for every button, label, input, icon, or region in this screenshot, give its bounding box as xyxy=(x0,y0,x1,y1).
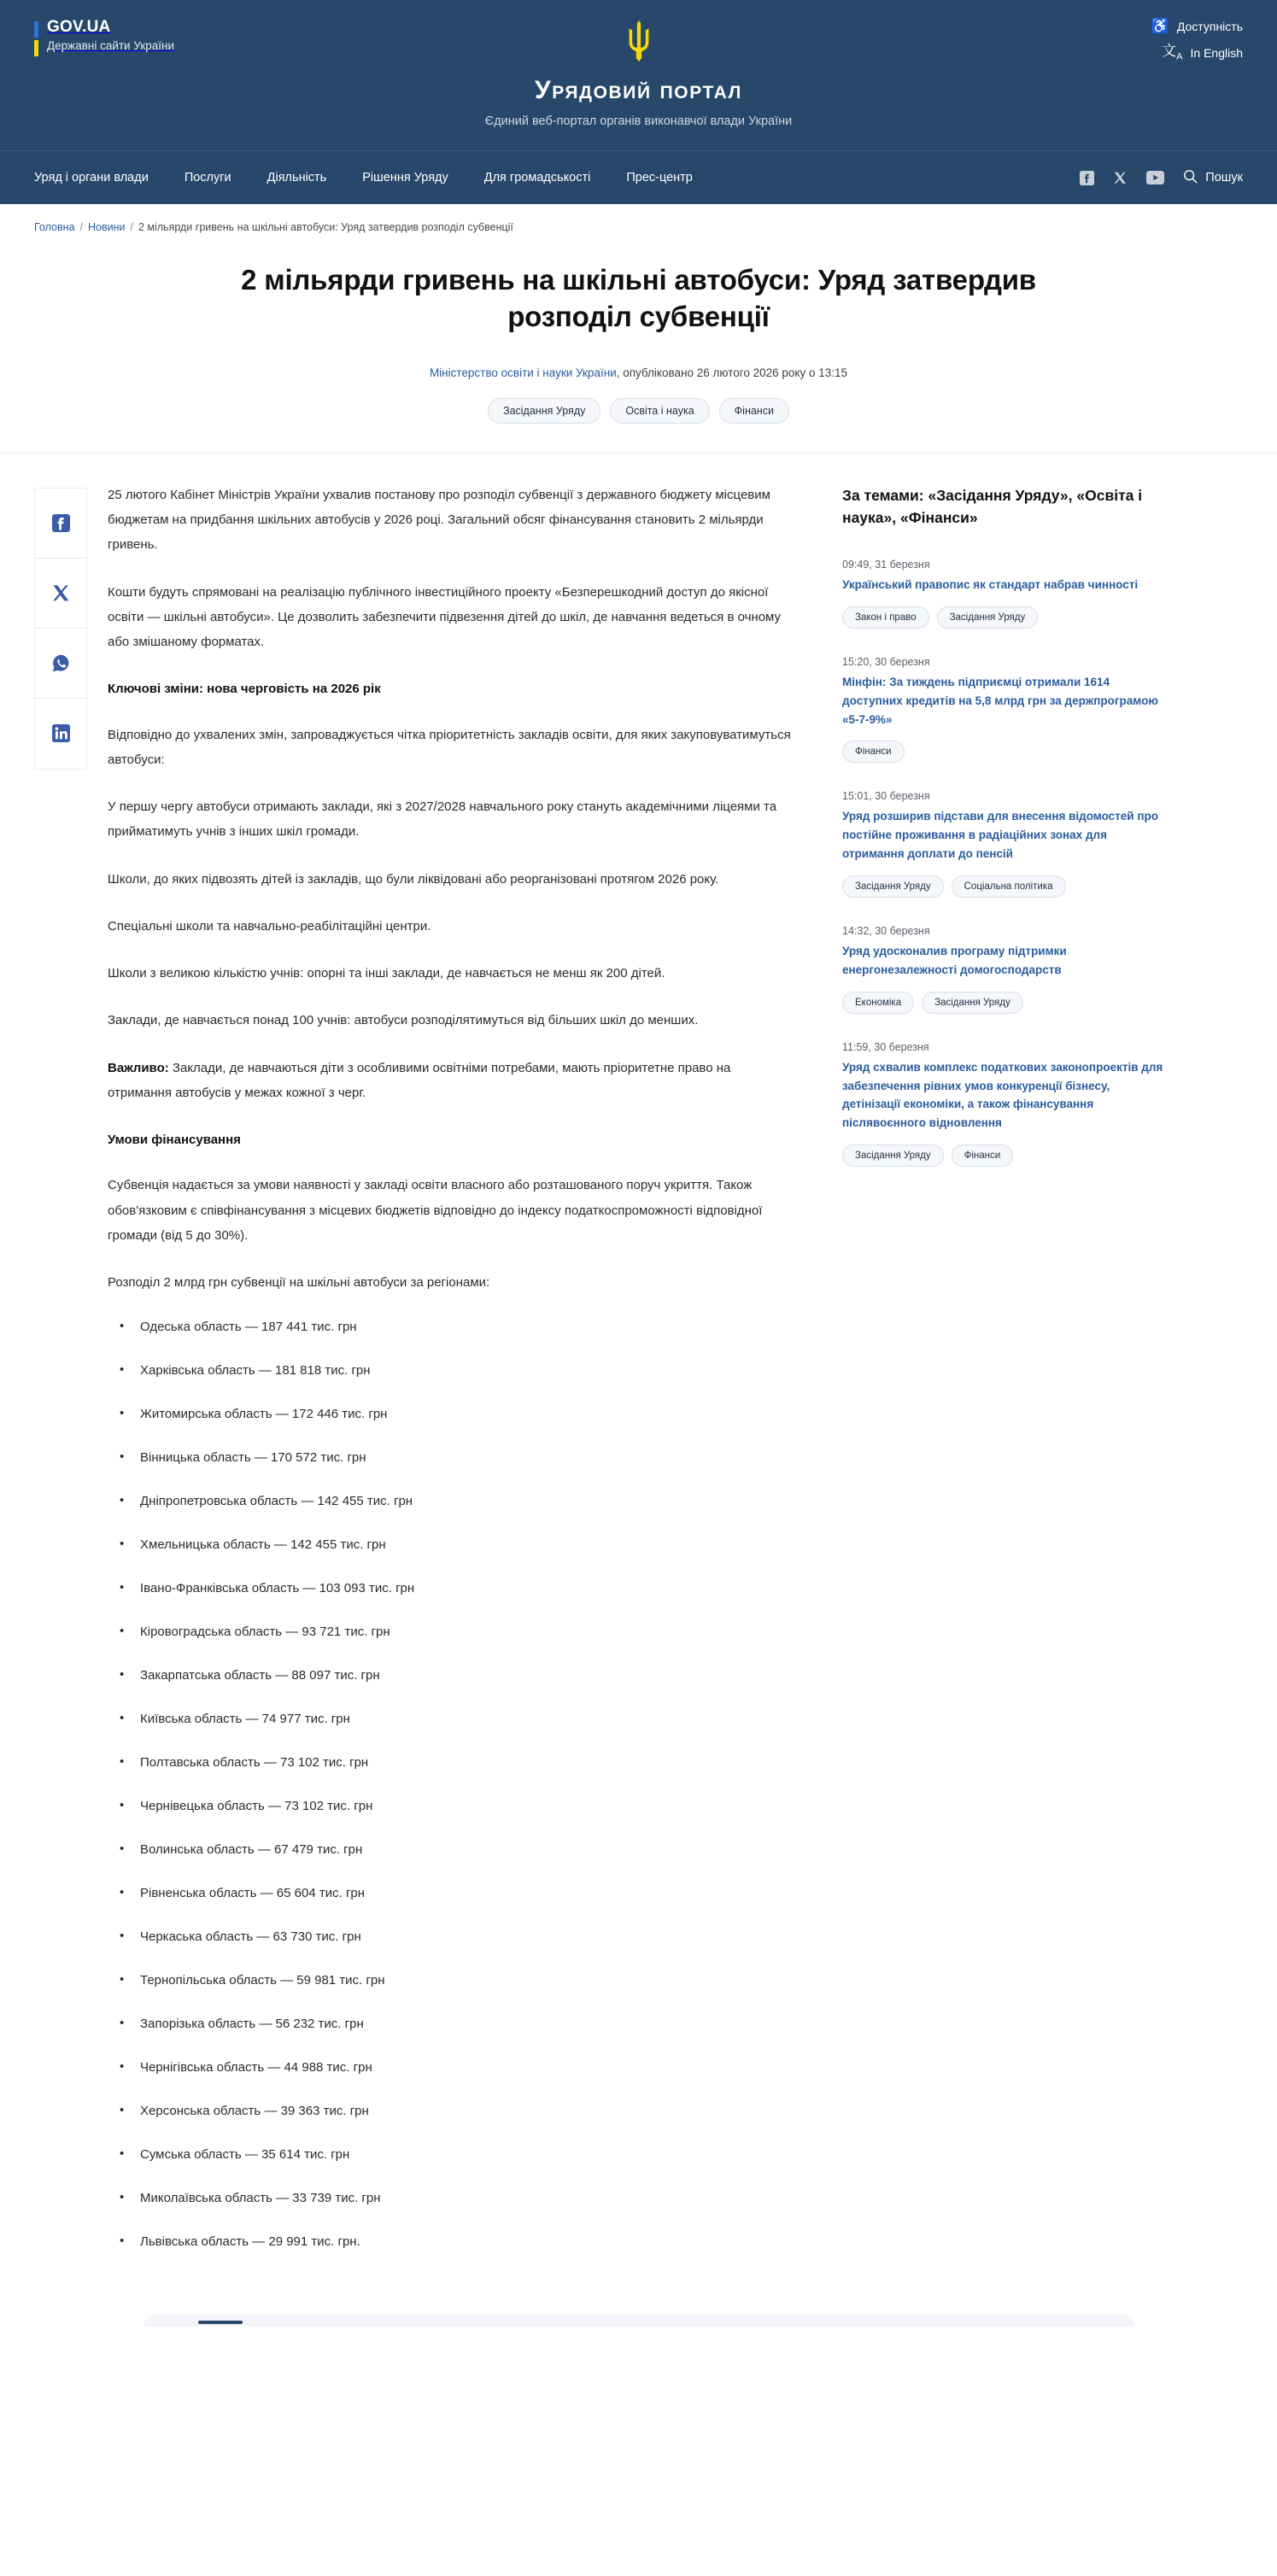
breadcrumb-separator: / xyxy=(130,221,133,233)
bottom-panel-peek xyxy=(0,2315,1277,2327)
news-title-link[interactable]: Уряд схвалив комплекс податкових законопроектів для забезпечення рівних умов конкуренції бізнесу, детінізації економіки, а також фінансування післявоєнного відновлення xyxy=(842,1060,1163,1130)
breadcrumb-home[interactable]: Головна xyxy=(34,221,75,233)
tag-chip[interactable]: Засідання Уряду xyxy=(488,398,600,424)
article-meta xyxy=(34,366,1243,379)
nav-item-press-center[interactable]: Прес-центр xyxy=(626,171,693,184)
list-item: • Київська область — 74 977 тис. грн xyxy=(108,1709,794,1730)
list-item: • Львівська область — 29 991 тис. грн. xyxy=(108,2232,794,2252)
main-navigation xyxy=(0,150,1277,204)
news-timestamp: 15:20, 30 березня xyxy=(842,655,930,668)
tag-chip[interactable]: Фінанси xyxy=(719,398,789,424)
related-news-item xyxy=(842,1041,1167,1167)
list-item: • Рівненська область — 65 604 тис. грн xyxy=(108,1883,794,1904)
list-item: • Вінницька область — 170 572 тис. грн xyxy=(108,1448,794,1468)
news-title-link[interactable]: Український правопис як стандарт набрав чинності xyxy=(842,577,1139,591)
linkedin-share-icon[interactable] xyxy=(35,699,86,769)
article-important-note xyxy=(108,1056,794,1106)
tag-chip[interactable]: Засідання Уряду xyxy=(922,992,1023,1014)
news-timestamp: 11:59, 30 березня xyxy=(842,1040,929,1053)
article-title: 2 мільярди гривень на шкільні автобуси: Уряд затвердив розподіл субвенції xyxy=(241,264,1036,332)
article-paragraph: Школи, до яких підвозять дітей із закладів, що були ліквідовані або реорганізовані протягом 2026 року. xyxy=(108,871,719,887)
list-item: • Івано-Франківська область — 103 093 тис. грн xyxy=(108,1578,794,1599)
search-icon xyxy=(1183,169,1198,187)
important-label: Важливо: xyxy=(108,1060,169,1075)
nav-item-decisions[interactable]: Рішення Уряду xyxy=(362,171,448,184)
list-item: • Запорізька область — 56 232 тис. грн xyxy=(108,2014,794,2034)
news-tag-list xyxy=(842,741,1167,763)
news-tag-list xyxy=(842,606,1167,629)
accessibility-link[interactable] xyxy=(1151,19,1243,33)
emblem-container xyxy=(34,19,1243,66)
article-body xyxy=(108,483,842,2276)
bottom-card-accent xyxy=(198,2321,243,2324)
govua-subtitle: Державні сайти України xyxy=(47,38,174,52)
govua-logo[interactable] xyxy=(34,19,174,56)
related-news-item xyxy=(842,790,1167,898)
news-title-link[interactable]: Уряд розширив підстави для внесення відомостей про постійне проживання в радіаційних зонах для отримання доплати до пенсій xyxy=(842,810,1158,861)
site-header xyxy=(0,0,1277,150)
tag-chip[interactable]: Соціальна політика xyxy=(952,875,1066,898)
list-item: • Волинська область — 67 479 тис. грн xyxy=(108,1840,794,1860)
accessibility-icon: ♿ xyxy=(1151,18,1169,34)
nav-item-government[interactable]: Уряд і органи влади xyxy=(34,171,149,184)
list-item: • Одеська область — 187 441 тис. грн xyxy=(108,1317,794,1338)
section-heading-key-changes: Ключові зміни: нова черговість на 2026 рік xyxy=(108,682,381,697)
tag-chip[interactable]: Закон і право xyxy=(842,606,929,629)
facebook-share-icon[interactable] xyxy=(35,489,86,559)
bottom-card xyxy=(144,2315,1134,2327)
whatsapp-share-icon[interactable] xyxy=(35,629,86,699)
language-label: In English xyxy=(1190,45,1243,60)
list-item: • Житомирська область — 172 446 тис. грн xyxy=(108,1404,794,1425)
breadcrumb-separator: / xyxy=(79,221,83,233)
sidebar-heading: За темами: «Засідання Уряду», «Освіта і наука», «Фінанси» xyxy=(842,486,1143,527)
list-item: • Черкаська область — 63 730 тис. грн xyxy=(108,1927,794,1947)
news-title-link[interactable]: Уряд удосконалив програму підтримки енергонезалежності домогосподарств xyxy=(842,944,1067,976)
accessibility-label: Доступність xyxy=(1176,19,1243,33)
header-utility-links xyxy=(1151,19,1243,61)
related-news-sidebar xyxy=(842,483,1167,1194)
nav-utilities xyxy=(1080,169,1243,187)
article-paragraph: Відповідно до ухвалених змін, запроваджується чітка пріоритетність закладів освіти, для яких закуповуватимуться автобуси: xyxy=(108,727,791,767)
list-item: • Херсонська область — 39 363 тис. грн xyxy=(108,2101,794,2122)
youtube-icon[interactable] xyxy=(1146,171,1164,184)
article-paragraph: Школи з великою кількістю учнів: опорні та інші заклади, де навчається не менш як 200 дітей. xyxy=(108,966,665,981)
important-text: Заклади, де навчаються діти з особливими освітніми потребами, мають пріоритетне право на отримання автобусів у межах кожної з черг. xyxy=(108,1060,731,1100)
list-item: • Дніпропетровська область — 142 455 тис. грн xyxy=(108,1491,794,1512)
search-button[interactable] xyxy=(1183,169,1243,187)
nav-item-activity[interactable]: Діяльність xyxy=(267,171,327,184)
govua-title: GOV.UA xyxy=(47,18,111,36)
list-item: • Харківська область — 181 818 тис. грн xyxy=(108,1361,794,1381)
related-news-item xyxy=(842,925,1167,1014)
nav-links xyxy=(34,171,693,184)
news-timestamp: 15:01, 30 березня xyxy=(842,790,930,803)
tag-chip[interactable]: Засідання Уряду xyxy=(842,875,944,898)
tag-chip[interactable]: Освіта і наука xyxy=(610,398,709,424)
tag-chip[interactable]: Економіка xyxy=(842,992,914,1014)
list-item: • Сумська область — 35 614 тис. грн xyxy=(108,2145,794,2165)
list-item: • Полтавська область — 73 102 тис. грн xyxy=(108,1753,794,1773)
news-tag-list xyxy=(842,992,1167,1014)
breadcrumb-news[interactable]: Новини xyxy=(87,221,126,233)
article-paragraph: Спеціальні школи та навчально-реабілітаційні центри. xyxy=(108,918,431,934)
list-item: • Чернігівська область — 44 988 тис. грн xyxy=(108,2058,794,2078)
article-publish-date: , опубліковано 26 лютого 2026 року о 13:15 xyxy=(616,366,848,379)
share-sidebar xyxy=(34,483,108,770)
article-source-link[interactable]: Міністерство освіти і науки України xyxy=(429,366,617,379)
ukraine-trident-icon xyxy=(624,20,653,66)
list-item: • Тернопільська область — 59 981 тис. грн xyxy=(108,1970,794,1991)
page-title: Урядовий портал xyxy=(534,76,743,104)
article-paragraph: Заклади, де навчається понад 100 учнів: автобуси розподілятимуться від більших шкіл до менших. xyxy=(108,1013,699,1028)
article-paragraph: Субвенція надається за умови наявності у закладі освіти власного або розташованого поруч укриття. Також обов'язковим є співфінансування з місцевих бюджетів відповідно до індексу податкоспроможності відповідної громади (від 5 до 30%). xyxy=(108,1178,763,1243)
news-tag-list xyxy=(842,1145,1167,1167)
tag-chip[interactable]: Засідання Уряду xyxy=(937,606,1039,629)
article-tag-list xyxy=(34,398,1243,424)
article-paragraph: Кошти будуть спрямовані на реалізацію публічного інвестиційного проекту «Безперешкодний доступ до якісної освіти — шкільні автобуси». Це дозволить забезпечити підвезення дітей до шкіл, де навчання ведеться в очному або змішаному форматах. xyxy=(108,584,782,650)
news-timestamp: 14:32, 30 березня xyxy=(842,924,930,937)
translate-icon: 文$_A$ xyxy=(1162,43,1183,62)
nav-item-services[interactable]: Послуги xyxy=(184,171,231,184)
flag-bars-icon xyxy=(34,19,38,56)
tag-chip[interactable]: Фінанси xyxy=(842,741,905,763)
region-allocation-list xyxy=(108,1317,794,2252)
x-twitter-icon[interactable] xyxy=(1113,171,1128,185)
article-header xyxy=(0,247,1277,424)
list-item: • Миколаївська область — 33 739 тис. грн xyxy=(108,2188,794,2209)
breadcrumb-current: 2 мільярди гривень на шкільні автобуси: Уряд затвердив розподіл субвенції xyxy=(138,221,513,233)
news-tag-list xyxy=(842,875,1167,898)
page-subtitle: Єдиний веб-портал органів виконавчої влади України xyxy=(484,114,793,128)
section-heading-financing: Умови фінансування xyxy=(108,1133,241,1148)
facebook-icon[interactable] xyxy=(1080,171,1094,185)
tag-chip[interactable]: Фінанси xyxy=(952,1145,1014,1167)
list-item: • Хмельницька область — 142 455 тис. грн xyxy=(108,1535,794,1555)
list-item: • Кіровоградська область — 93 721 тис. грн xyxy=(108,1622,794,1642)
list-item: • Закарпатська область — 88 097 тис. грн xyxy=(108,1666,794,1686)
search-label: Пошук xyxy=(1205,171,1243,184)
tag-chip[interactable]: Засідання Уряду xyxy=(842,1145,944,1167)
language-switch-link[interactable] xyxy=(1162,44,1243,61)
news-timestamp: 09:49, 31 березня xyxy=(842,558,930,571)
article-paragraph: Розподіл 2 млрд грн субвенції на шкільні автобуси за регіонами: xyxy=(108,1275,490,1291)
x-twitter-share-icon[interactable] xyxy=(35,559,86,629)
breadcrumb xyxy=(0,204,1277,247)
nav-item-public[interactable]: Для громадськості xyxy=(483,171,591,184)
article-paragraph: 25 лютого Кабінет Міністрів України ухвалив постанову про розподіл субвенції з державного бюджету місцевим бюджетам на придбання шкільних автобусів у 2026 році. Загальний обсяг фінансування становить 2 мільярди гривень. xyxy=(108,487,770,553)
related-news-item xyxy=(842,559,1167,629)
article-paragraph: У першу чергу автобуси отримають заклади, які з 2027/2028 навчального року стануть академічними ліцеями та прийматимуть учнів з інших шкіл громади. xyxy=(108,799,777,840)
news-title-link[interactable]: Мінфін: За тиждень підприємці отримали 1614 доступних кредитів на 5,8 млрд грн за держпрограмою «5-7-9%» xyxy=(842,675,1158,726)
list-item: • Чернівецька область — 73 102 тис. грн xyxy=(108,1796,794,1817)
related-news-item xyxy=(842,656,1167,764)
